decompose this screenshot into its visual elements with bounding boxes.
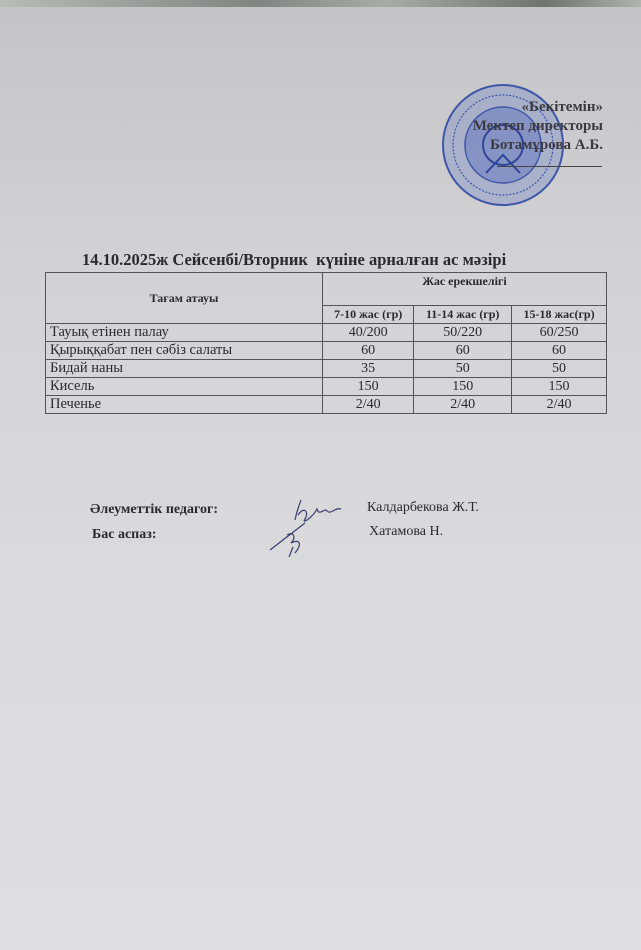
age-group-header: Жас ерекшелігі bbox=[323, 273, 607, 306]
age-column-header: 15-18 жас(гр) bbox=[512, 306, 607, 324]
portion-value: 150 bbox=[323, 378, 414, 396]
approval-name: Ботамұрова А.Б. bbox=[489, 137, 603, 153]
portion-value: 50/220 bbox=[414, 324, 512, 342]
approval-signature-line bbox=[497, 166, 602, 167]
table-row bbox=[46, 324, 607, 342]
portion-value: 60 bbox=[512, 342, 607, 360]
portion-value: 50 bbox=[512, 360, 607, 378]
table-row bbox=[46, 342, 607, 360]
table-row bbox=[46, 396, 607, 414]
portion-value: 50 bbox=[414, 360, 512, 378]
portion-value: 2/40 bbox=[323, 396, 414, 414]
photo-edge bbox=[0, 0, 641, 7]
portion-value: 150 bbox=[512, 378, 607, 396]
handwritten-signature bbox=[265, 495, 355, 560]
approval-heading: «Бекітемін» bbox=[521, 99, 603, 115]
portion-value: 60 bbox=[323, 342, 414, 360]
dish-name: Тауық етінен палау bbox=[46, 324, 323, 342]
menu-table bbox=[45, 272, 607, 414]
portion-value: 2/40 bbox=[414, 396, 512, 414]
table-row bbox=[46, 360, 607, 378]
portion-value: 60/250 bbox=[512, 324, 607, 342]
dish-name: Кисель bbox=[46, 378, 323, 396]
social-pedagogue-role: Әлеуметтік педагог: bbox=[90, 502, 219, 517]
dish-name: Бидай наны bbox=[46, 360, 323, 378]
social-pedagogue-name: Калдарбекова Ж.Т. bbox=[367, 500, 479, 515]
age-column-header: 11-14 жас (гр) bbox=[414, 306, 512, 324]
head-cook-name: Хатамова Н. bbox=[369, 524, 444, 539]
portion-value: 40/200 bbox=[323, 324, 414, 342]
portion-value: 35 bbox=[323, 360, 414, 378]
approval-block bbox=[473, 98, 603, 155]
portion-value: 60 bbox=[414, 342, 512, 360]
dish-name: Қырыққабат пен сәбіз салаты bbox=[46, 342, 323, 360]
portion-value: 150 bbox=[414, 378, 512, 396]
table-row bbox=[46, 378, 607, 396]
menu-title: 14.10.2025ж Сейсенбі/Вторник күніне арналған ас мәзірі bbox=[82, 250, 507, 269]
approval-position: Мектеп директоры bbox=[472, 118, 603, 134]
head-cook-role: Бас аспаз: bbox=[92, 527, 157, 542]
age-column-header: 7-10 жас (гр) bbox=[323, 306, 414, 324]
dish-name: Печенье bbox=[46, 396, 323, 414]
dish-name-header: Тағам атауы bbox=[46, 273, 323, 324]
portion-value: 2/40 bbox=[512, 396, 607, 414]
